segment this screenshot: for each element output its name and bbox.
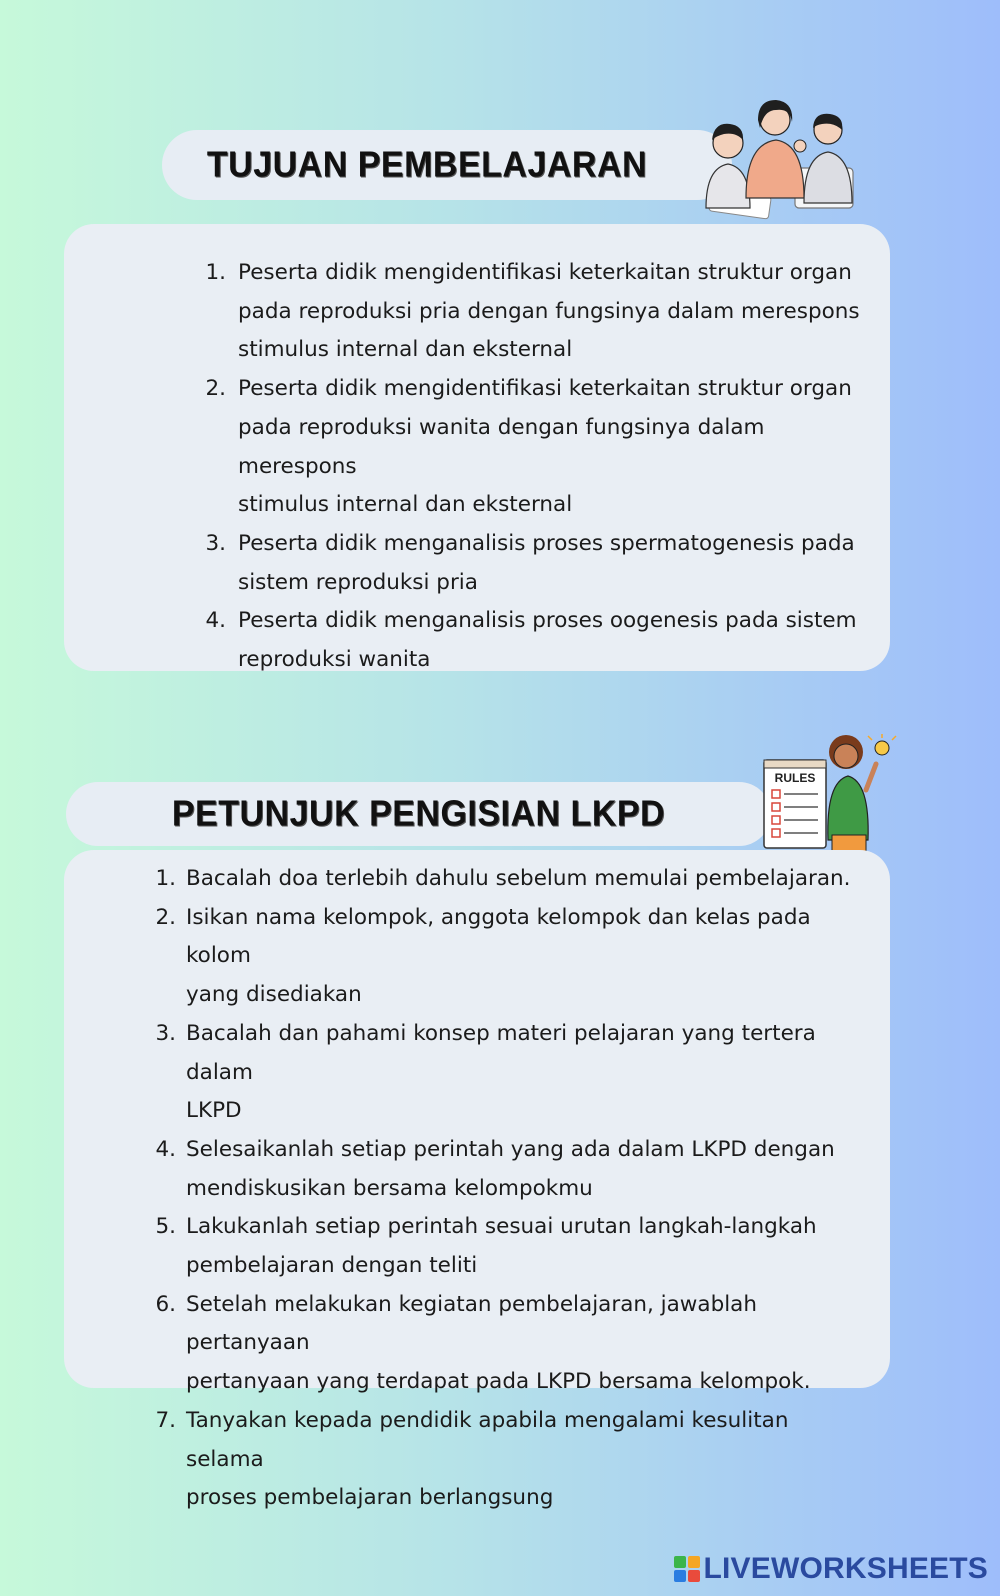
instructions-card [64, 850, 890, 1511]
list-item: 5. Lakukanlah setiap perintah sesuai urutan langkah-langkah pembelajaran dengan teliti [155, 1214, 817, 1279]
list-item: 3. Bacalah dan pahami konsep materi pelajaran yang tertera dalam LKPD [155, 1020, 816, 1124]
liveworksheets-logo-icon [674, 1556, 700, 1582]
list-item: 7. Tanyakan kepada pendidik apabila mengalami kesulitan selama proses pembelajaran berlangsung [155, 1407, 789, 1511]
rules-sign-text: RULES [774, 771, 816, 785]
teacher-rules-board-illustration [760, 730, 900, 855]
instructions-list [122, 860, 852, 1518]
list-item: 4. Selesaikanlah setiap perintah yang ada dalam LKPD dengan mendiskusikan bersama kelompokmu [155, 1136, 835, 1201]
list-item: 1. Bacalah doa terlebih dahulu sebelum memulai pembelajaran. [155, 866, 851, 891]
learning-objectives-title: TUJUAN PEMBELAJARAN [206, 144, 648, 185]
logo-square-green [674, 1556, 686, 1568]
list-item: 1. Peserta didik mengidentifikasi keterkaitan struktur organ pada reproduksi pria dengan fungsinya dalam merespons stimulus internal dan eksternal [205, 260, 860, 363]
list-item: 2. Isikan nama kelompok, anggota kelompok dan kelas pada kolom yang disediakan [155, 904, 811, 1008]
students-group-illustration [700, 98, 870, 223]
liveworksheets-brand-text: LIVEWORKSHEETS [703, 1552, 988, 1585]
logo-square-orange [688, 1556, 700, 1568]
instructions-title: PETUNJUK PENGISIAN LKPD [171, 793, 666, 834]
liveworksheets-brand[interactable] [674, 1552, 989, 1586]
logo-square-red [688, 1570, 700, 1582]
instructions-title-pill [66, 782, 771, 846]
learning-objectives-card [64, 224, 890, 671]
learning-objectives-title-pill [162, 130, 732, 200]
list-item: 2. Peserta didik mengidentifikasi keterkaitan struktur organ pada reproduksi wanita dengan fungsinya dalam merespons stimulus internal dan eksternal [205, 376, 852, 518]
list-item: 4. Peserta didik menganalisis proses oogenesis pada sistem reproduksi wanita [205, 608, 857, 673]
learning-objectives-list [172, 254, 862, 680]
list-item: 6. Setelah melakukan kegiatan pembelajaran, jawablah pertanyaan pertanyaan yang terdapat pada LKPD bersama kelompok. [155, 1291, 811, 1395]
logo-square-blue [674, 1570, 686, 1582]
list-item: 3. Peserta didik menganalisis proses spermatogenesis pada sistem reproduksi pria [205, 530, 855, 595]
